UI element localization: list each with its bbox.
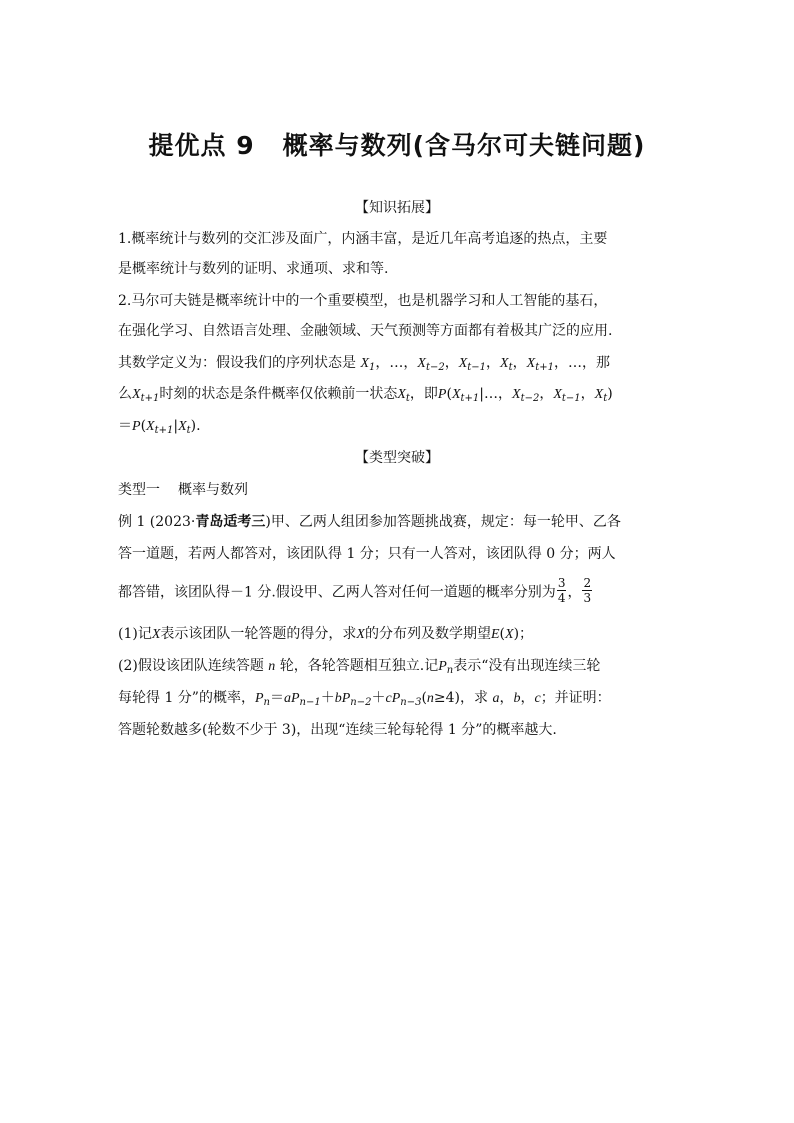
formula-expectation: E(X) [490, 626, 520, 642]
fraction-three-quarters: $\frac{3}{4}$ [557, 576, 566, 605]
title-part-number: 提优点 9 [148, 131, 255, 160]
knowledge-p1-line1: 1.概率统计与数列的交汇涉及面广，内涵丰富，是近几年高考追逐的热点，主要 [118, 231, 608, 247]
formula-conditional-prob-left: $P(X_{t+1}|\dots$，$X_{t-2}$，$X_{t-1}$，$X_t$) [437, 386, 613, 404]
title-part-topic: 概率与数列(含马尔可夫链问题) [282, 131, 646, 160]
type-label: 类型一 [118, 482, 160, 498]
question1: (1)记X表示该团队一轮答题的得分，求X的分布列及数学期望E(X)； [118, 626, 534, 642]
formula-recurrence: $P_n=aP_{n-1}+bP_{n-2}+cP_{n-3}(n\ge 4)$ [254, 690, 461, 708]
example1-line3: 都答错，该团队得－1 分.假设甲、乙两人答对任何一道题的概率分别为 $\frac{3}{4}$ ， $\frac{2}{3}$ [118, 576, 592, 605]
question2-line1: (2)假设该团队连续答题 n 轮，各轮答题相互独立.记$P_n$表示“没有出现连续三轮 [118, 658, 601, 676]
example-source: 青岛适考三 [195, 514, 266, 530]
question2-line2: 每轮得 1 分”的概率，$P_n=aP_{n-1}+bP_{n-2}+cP_{n-3}(n\ge 4)$，求 a，b，c；并证明： [118, 690, 611, 708]
formula-abc: a，b，c [492, 690, 541, 706]
knowledge-p2-line1: 2.马尔可夫链是概率统计中的一个重要模型，也是机器学习和人工智能的基石， [118, 293, 608, 309]
fraction-two-thirds: $\frac{2}{3}$ [583, 576, 592, 605]
type-heading [118, 479, 248, 499]
type-name: 概率与数列 [178, 482, 248, 498]
knowledge-p1-line2: 是概率统计与数列的证明、求通项、求和等. [118, 261, 389, 277]
formula-current-state: $X_t$ [397, 387, 410, 404]
section-heading-knowledge: 【知识拓展】 [355, 200, 439, 216]
knowledge-p2-line2: 在强化学习、自然语言处理、金融领域、天气预测等方面都有着极其广泛的应用. [118, 323, 613, 339]
formula-conditional-prob-right: $=P(X_{t+1}|X_t)$. [118, 418, 201, 436]
knowledge-p2-line4: 么$X_{t+1}$时刻的状态是条件概率仅依赖前一状态$X_t$，即$P(X_{t+1}|\dots$，$X_{t-2}$，$X_{t-1}$，$X_t$) [118, 386, 613, 404]
formula-next-state: $X_{t+1}$ [132, 387, 160, 404]
page-title [0, 126, 794, 162]
knowledge-p2-line5 [118, 416, 678, 437]
formula-sequence-states: $X_1$，…，$X_{t-2}$，$X_{t-1}$，$X_t$，$X_{t+1}$，… [360, 355, 582, 373]
question2-line3: 答题轮数越多(轮数不少于 3)，出现“连续三轮每轮得 1 分”的概率越大. [118, 722, 557, 738]
section-heading-types: 【类型突破】 [355, 450, 439, 466]
example1-line1: 例 1 (2023·青岛适考三)甲、乙两人组团参加答题挑战赛，规定：每一轮甲、乙各 [118, 514, 621, 530]
example1-line2: 答一道题，若两人都答对，该团队得 1 分；只有一人答对，该团队得 0 分；两人 [118, 546, 616, 562]
knowledge-p2-line3: 其数学定义为：假设我们的序列状态是 $X_1$，…，$X_{t-2}$，$X_{t-1}$，$X_t$，$X_{t+1}$，…，那 [118, 355, 610, 373]
